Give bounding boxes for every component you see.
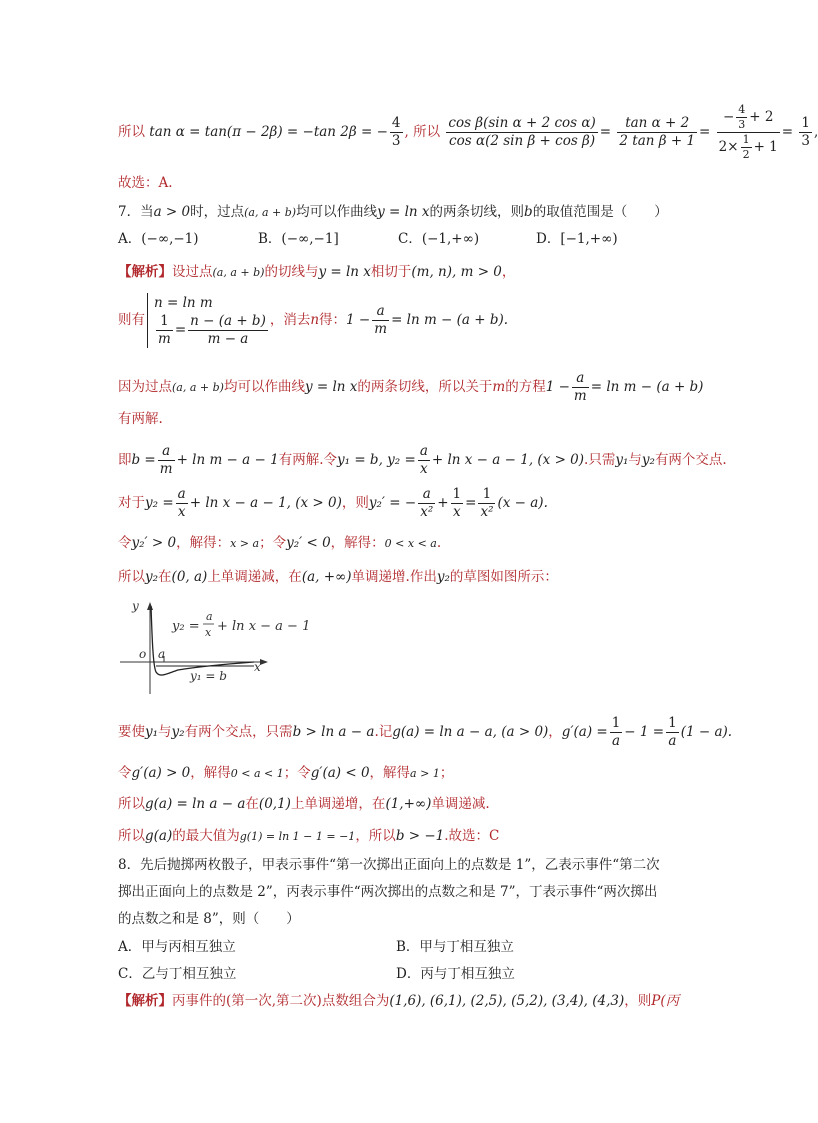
solution-7-line-4: 有两解. (118, 411, 163, 427)
a-label: a (158, 647, 166, 661)
curve-y2 (151, 606, 254, 675)
equation-system: n = ln m $\frac{1}{m}$ = $\frac{n - (a + b)}{m - a}$ (147, 293, 270, 348)
fraction-numeric: − $\frac{4}{3}$ + 2 2× $\frac{1}{2}$ + 1 (718, 103, 778, 161)
solution-7-line-5: 即b = $\frac{a}{m}$ + ln m − a − 1有两解.令y₁ = b, y₂ = $\frac{a}{x}$ + ln x − a − 1, (x > 0).只需y₁与y₂有两个交点. (118, 443, 727, 477)
q8-option-a: A．甲与丙相互独立 (118, 939, 236, 955)
question-7-stem: 7．当a > 0时，过点(a, a + b)均可以作曲线y = ln x的两条切线，则b的取值范围是（ ） (118, 204, 668, 220)
solution-tag: 【解析】 (118, 993, 172, 1009)
q7-option-a: A．(−∞,−1) (118, 231, 199, 247)
solution-7-line-11: 所以g(a) = ln a − a在(0,1)上单调递增，在(1,+∞)单调递减. (118, 796, 490, 812)
fraction-tan: $\frac{\text{tan α + 2}}{\text{2 tan β + 1}}$ (619, 115, 696, 149)
q7-option-b: B．(−∞,−1] (258, 231, 339, 247)
q8-option-d: D．丙与丁相互独立 (396, 966, 515, 982)
answer-previous: 故选：A. (118, 175, 173, 191)
question-8-line-2: 掷出正面向上的点数是 2”，丙表示事件“两次掷出的点数之和是 7”，丁表示事件“两次掷出 (118, 884, 658, 900)
curve-label-b: + ln x − a − 1 (217, 619, 311, 634)
x-axis-label: x (254, 660, 261, 674)
solution-7-line-6: 对于y₂ = $\frac{a}{x}$ + ln x − a − 1, (x > 0)，则y₂′ = − $\frac{a}{\text{x²}}$ + $\frac{1}{x}$ = $\frac{1}{\text{x²}}$ (x − a). (118, 486, 548, 520)
solution-7-line-1: 【解析】设过点(a, a + b)的切线与y = ln x相切于(m, n), m > 0， (118, 264, 516, 280)
q8-option-b: B．甲与丁相互独立 (396, 939, 514, 955)
tan-expression: tan α = tan(π − 2β) = −tan 2β = − (149, 124, 388, 140)
curve-label-den: x (205, 626, 212, 639)
fraction-result: $\frac{1}{3}$ (801, 115, 810, 149)
curve-label-num: a (206, 610, 213, 623)
solution-tag: 【解析】 (118, 264, 172, 280)
x-axis-arrow (260, 659, 268, 665)
q7-option-c: C．(−1,+∞) (398, 231, 480, 247)
solution-7-line-10: 令g′(a) > 0，解得0 < a < 1；令g′(a) < 0，解得a > 1； (118, 765, 454, 781)
origin-label: o (139, 647, 147, 661)
text-mid: , 所以 (404, 124, 441, 140)
solution-7-line-2: 则有 n = ln m $\frac{1}{m}$ = $\frac{n - (a + b)}{m - a}$ ，消去n得：1 − $\frac{a}{m}$ = ln m − (a + b). (118, 295, 509, 347)
solution-7-line-7: 令y₂′ > 0，解得：x > a；令y₂′ < 0，解得：0 < x < a. (118, 535, 442, 551)
line-label: y₁ = b (190, 669, 227, 683)
solution-7-line-3: 因为过点(a, a + b)均可以作曲线y = ln x的两条切线，所以关于m的方程1 − $\frac{a}{m}$ = ln m − (a + b) (118, 370, 704, 404)
solution-7-line-9: 要使y₁与y₂有两个交点，只需b > ln a − a.记g(a) = ln a − a, (a > 0)，g′(a) = $\frac{1}{a}$ − 1 = $\frac{1}{a}$ (1 − a). (118, 715, 733, 749)
q8-option-c: C．乙与丁相互独立 (118, 966, 237, 982)
sketch-graph (112, 596, 311, 698)
y-axis-arrow (147, 602, 153, 610)
solution-8-line-1: 【解析】丙事件的(第一次,第二次)点数组合为(1,6), (6,1), (2,5), (5,2), (3,4), (4,3)，则P(丙 (118, 993, 680, 1009)
question-8-line-3: 的点数之和是 8”，则（ ） (118, 911, 300, 927)
text-prefix: 所以 (118, 124, 145, 140)
fraction-4-3: $\frac{4}{3}$ (391, 115, 401, 149)
fraction-cos: $\frac{\text{cos β(sin α + 2 cos α)}}{\text{cos α(2 sin β + cos β)}}$ (448, 115, 596, 149)
solution-7-line-8: 所以y₂在(0, a)上单调递减，在(a, +∞)单调递增.作出y₂的草图如图所示： (118, 569, 558, 585)
equation-line-tan: 所以 tan α = tan(π − 2β) = −tan 2β = − $\frac{4}{3}$ , 所以 $\frac{\text{cos β(sin α + 2 cos α)}}{\text{cos α(2 sin β + cos β)}}$ = $\frac{\text{tan α + 2}}{\text{2 tan β + 1}}$ = − $\frac{4}{3}$ + 2 2× $\frac{1}{2}$ + 1 = $\frac{1}{3}$ , (118, 103, 818, 161)
curve-label-a: y₂ = (172, 619, 200, 634)
solution-7-line-12: 所以g(a)的最大值为g(1) = ln 1 − 1 = −1，所以b > −1.故选：C (118, 828, 500, 844)
question-8-line-1: 8．先后抛掷两枚骰子，甲表示事件“第一次掷出正面向上的点数是 1”，乙表示事件“第二次 (118, 857, 660, 873)
q7-option-d: D．[−1,+∞) (536, 231, 618, 247)
y-axis-label: y (132, 599, 139, 613)
